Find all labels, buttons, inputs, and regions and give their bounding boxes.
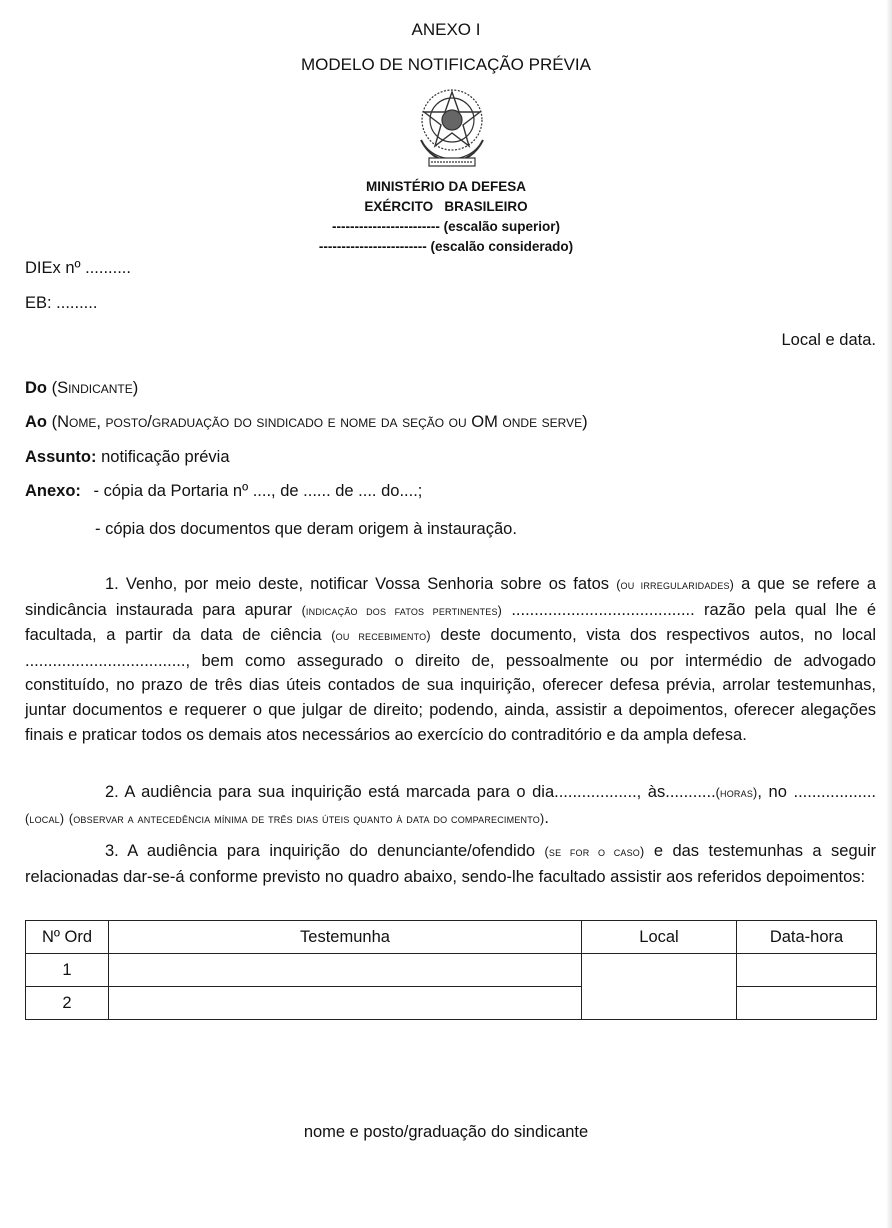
- p2-text-f: .: [544, 808, 549, 827]
- army-name: EXÉRCITO BRASILEIRO: [364, 199, 528, 214]
- diex-number: DIEx nº ..........: [25, 259, 131, 277]
- p1-note-irregularities: (ou irregularidades): [616, 578, 735, 592]
- p3-text-c: e das testemunhas a seguir relacionadas dar-se-á conforme previsto no quadro abaixo, sendo-lhe facultado assistir aos referidos depoimentos:: [25, 842, 876, 886]
- table-row: [26, 954, 877, 987]
- header-datetime: Data-hora: [737, 921, 877, 954]
- subject-label: Assunto:: [25, 448, 97, 466]
- p2-text-c: , no ..................: [757, 783, 876, 801]
- p2-text-a: 2. A audiência para sua inquirição está marcada para o dia.................., às...........: [105, 783, 716, 801]
- signature-line: nome e posto/graduação do sindicante: [303, 1123, 589, 1141]
- row-datetime: [737, 954, 877, 987]
- p2-note-antecedence: (observar a antecedência mínima de três dias úteis quanto à data do comparecimento): [68, 811, 545, 826]
- witness-table: [25, 920, 877, 1020]
- subject-line: [25, 448, 230, 467]
- p1-text-g: deste documento, vista dos respectivos autos, no local ..................................., bem como assegurado o direito de, pessoalmente ou por intermédio de advogado constituído, no prazo de três dias úteis contados de sua inquirição, oferecer defesa prévia, arrolar testemunhas, juntar documentos e requerer o que julgar de direito; podendo, ainda, assistir a depoimentos, oferecer alegações finais e praticar todos os demais atos necessários ao exercício do contraditório e da ampla defesa.: [25, 626, 876, 744]
- upper-echelon: ------------------------ (escalão superior): [332, 219, 560, 234]
- row-ord: 2: [26, 987, 109, 1020]
- row-ord: 1: [26, 954, 109, 987]
- p3-text-a: 3. A audiência para inquirição do denunciante/ofendido: [105, 842, 536, 860]
- from-label: Do: [25, 379, 47, 397]
- to-label: Ao: [25, 413, 47, 431]
- row-datetime: [737, 987, 877, 1020]
- header-witness: Testemunha: [109, 921, 582, 954]
- p3-note-case: (se for o caso): [544, 845, 645, 859]
- annex-line: [25, 482, 422, 501]
- considered-echelon: ------------------------ (escalão considerado): [318, 239, 574, 254]
- p1-text-a: 1. Venho, por meio deste, notificar Vossa Senhoria sobre os fatos: [105, 575, 610, 593]
- p1-note-facts: (indicação dos fatos pertinentes): [301, 603, 503, 618]
- annex-title: ANEXO I: [411, 20, 481, 39]
- annex-label: Anexo:: [25, 482, 81, 500]
- from-value: (Sindicante): [51, 379, 139, 397]
- paragraph-1: [25, 572, 876, 747]
- from-line: [25, 379, 138, 398]
- p2-note-hours: (horas): [715, 786, 758, 800]
- to-value: (Nome, posto/graduação do sindicado e nome da seção ou OM onde serve): [51, 413, 588, 431]
- row-witness: [109, 987, 582, 1020]
- eb-number: EB: .........: [25, 294, 98, 312]
- subject-value: notificação prévia: [101, 448, 230, 466]
- header-local: Local: [582, 921, 737, 954]
- p1-text-e: ........................................ razão pela qual lhe é facultada, a partir da data de ciência: [25, 600, 877, 645]
- paragraph-3: [25, 839, 876, 889]
- model-title: MODELO DE NOTIFICAÇÃO PRÉVIA: [301, 55, 591, 74]
- row-local: [582, 954, 737, 1020]
- p1-note-receipt: (ou recebimento): [331, 629, 431, 644]
- row-witness: [109, 954, 582, 987]
- table-row: [26, 987, 877, 1020]
- paragraph-2: [25, 780, 876, 831]
- p1-text-c: a que se refere a sindicância instaurada para apurar: [25, 575, 877, 619]
- annex-item-2: - cópia dos documentos que deram origem à instauração.: [95, 520, 517, 538]
- place-and-date: Local e data.: [781, 331, 876, 349]
- header-ord: Nº Ord: [26, 921, 109, 954]
- to-line: [25, 413, 588, 432]
- coat-of-arms-icon: [411, 80, 493, 170]
- ministry-name: MINISTÉRIO DA DEFESA: [365, 179, 526, 194]
- annex-item-1: - cópia da Portaria nº ...., de ...... de .... do....;: [93, 482, 423, 500]
- table-header-row: [26, 921, 877, 954]
- p2-note-local: (local): [25, 811, 65, 826]
